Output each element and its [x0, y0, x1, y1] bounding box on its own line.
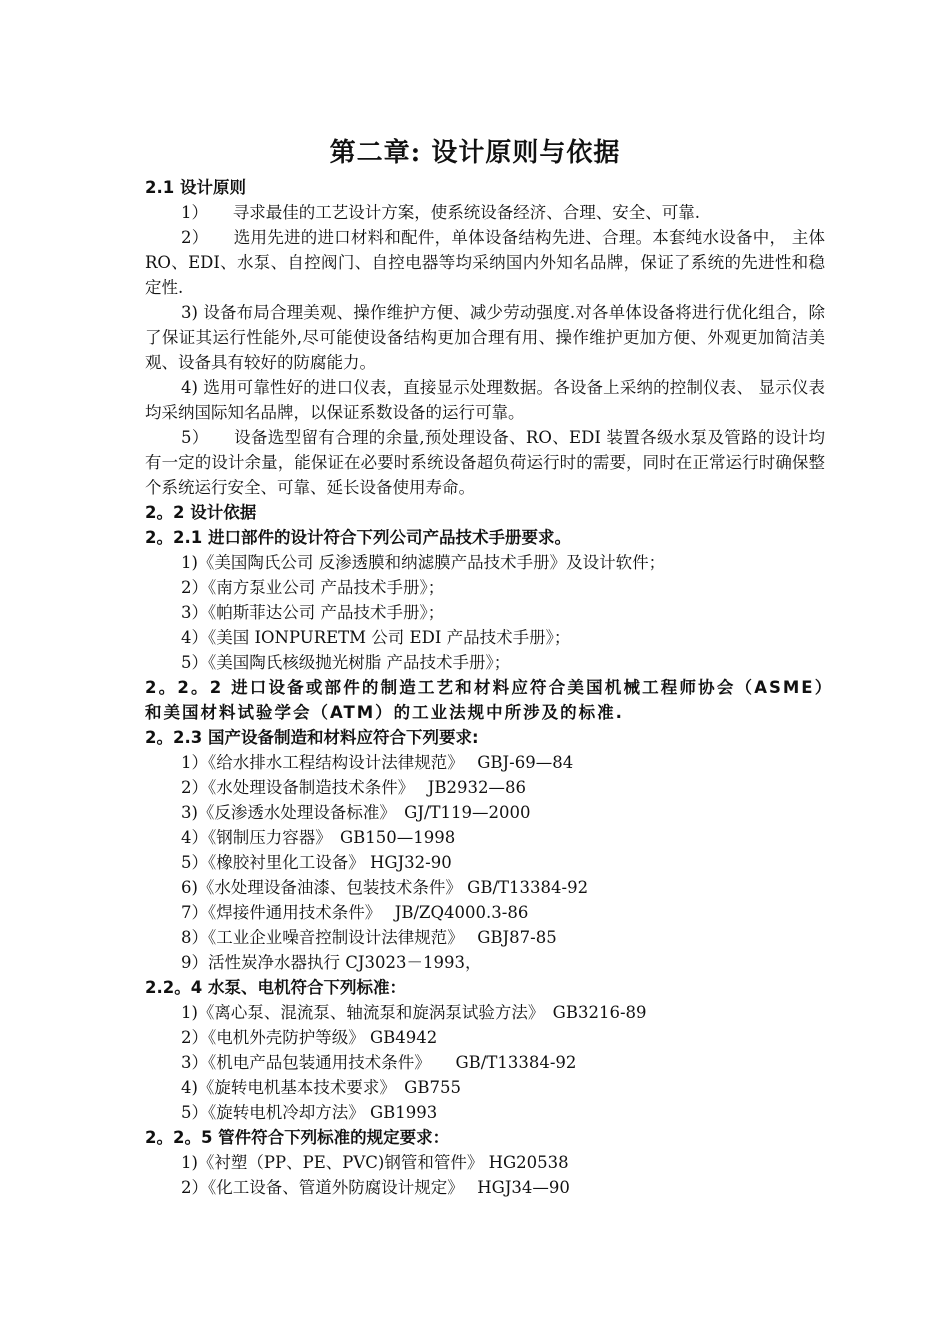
list-item: 2）《水处理设备制造技术条件》 JB2932—86	[181, 778, 526, 797]
list-item: 1)《美国陶氏公司 反渗透膜和纳滤膜产品技术手册》及设计软件；	[181, 553, 666, 572]
section-2-2-4-heading: 2.2。4 水泵、电机符合下列标准：	[145, 978, 406, 997]
list-item: 3）《机电产品包装通用技术条件》 GB/T13384-92	[181, 1053, 577, 1072]
list-item: 2）《化工设备、管道外防腐设计规定》 HGJ34—90	[181, 1178, 570, 1197]
list-item: 5）《美国陶氏核级抛光树脂 产品技术手册》；	[181, 653, 511, 672]
list-item: 8）《工业企业噪音控制设计法律规范》 GBJ87-85	[181, 928, 557, 947]
list-item: 3）《帕斯菲达公司 产品技术手册》；	[181, 603, 445, 622]
list-item: 2）《电机外壳防护等级》 GB4942	[181, 1028, 438, 1047]
principle-paragraph-2: 2） 选用先进的进口材料和配件，单体设备结构先进、合理。本套纯水设备中， 主体 RO、EDI、水泵、自控阀门、自控电器等均采纳国内外知名品牌，保证了系统的先进性和稳定性.	[145, 228, 825, 297]
section-2-2-3-heading: 2。2.3 国产设备制造和材料应符合下列要求:	[145, 728, 479, 747]
document-body	[145, 175, 825, 1200]
section-2-1-heading: 2.1 设计原则	[145, 178, 246, 197]
principle-paragraph-5: 5） 设备选型留有合理的余量,预处理设备、RO、EDI 装置各级水泵及管路的设计均有一定的设计余量，能保证在必要时系统设备超负荷运行时的需要，同时在正常运行时确保整个系统运行安全、可靠、延长设备使用寿命。	[145, 428, 825, 497]
list-item: 7）《焊接件通用技术条件》 JB/ZQ4000.3-86	[181, 903, 529, 922]
principle-paragraph-3: 3) 设备布局合理美观、操作维护方便、减少劳动强度.对各单体设备将进行优化组合，除了保证其运行性能外,尽可能使设备结构更加合理有用、操作维护更加方便、外观更加简洁美观、设备具有较好的防腐能力。	[145, 303, 825, 372]
list-item: 1）《给水排水工程结构设计法律规范》 GBJ-69—84	[181, 753, 574, 772]
list-item: 4）《美国 IONPURETM 公司 EDI 产品技术手册》；	[181, 628, 571, 647]
list-item: 9）活性炭净水器执行 CJ3023－1993，	[181, 953, 482, 972]
chapter-title: 第二章: 设计原则与依据	[329, 138, 621, 168]
section-2-2-heading: 2。2 设计依据	[145, 503, 257, 522]
list-item: 1)《衬塑（PP、PE、PVC)钢管和管件》 HG20538	[181, 1153, 569, 1172]
section-2-2-5-heading: 2。2。5 管件符合下列标准的规定要求：	[145, 1128, 450, 1147]
list-item: 2）《南方泵业公司 产品技术手册》；	[181, 578, 445, 597]
list-item: 1)《离心泵、混流泵、轴流泵和旋涡泵试验方法》 GB3216-89	[181, 1003, 647, 1022]
principle-paragraph-4: 4) 选用可靠性好的进口仪表，直接显示处理数据。各设备上采纳的控制仪表、 显示仪表均采纳国际知名品牌，以保证系数设备的运行可靠。	[145, 378, 825, 422]
list-item: 3)《反渗透水处理设备标准》 GJ/T119—2000	[181, 803, 531, 822]
list-item: 6)《水处理设备油漆、包装技术条件》 GB/T13384-92	[181, 878, 589, 897]
section-2-2-2-heading: 2。2。2 进口设备或部件的制造工艺和材料应符合美国机械工程师协会（ASME）和美国材料试验学会（ATM）的工业法规中所涉及的标准.	[145, 678, 825, 722]
list-item: 5）《橡胶衬里化工设备》 HGJ32-90	[181, 853, 452, 872]
principle-paragraph-1: 1） 寻求最佳的工艺设计方案，使系统设备经济、合理、安全、可靠.	[181, 203, 700, 222]
list-item: 5）《旋转电机冷却方法》 GB1993	[181, 1103, 438, 1122]
list-item: 4）《钢制压力容器》 GB150—1998	[181, 828, 456, 847]
section-2-2-1-heading: 2。2.1 进口部件的设计符合下列公司产品技术手册要求。	[145, 528, 571, 547]
list-item: 4)《旋转电机基本技术要求》 GB755	[181, 1078, 461, 1097]
